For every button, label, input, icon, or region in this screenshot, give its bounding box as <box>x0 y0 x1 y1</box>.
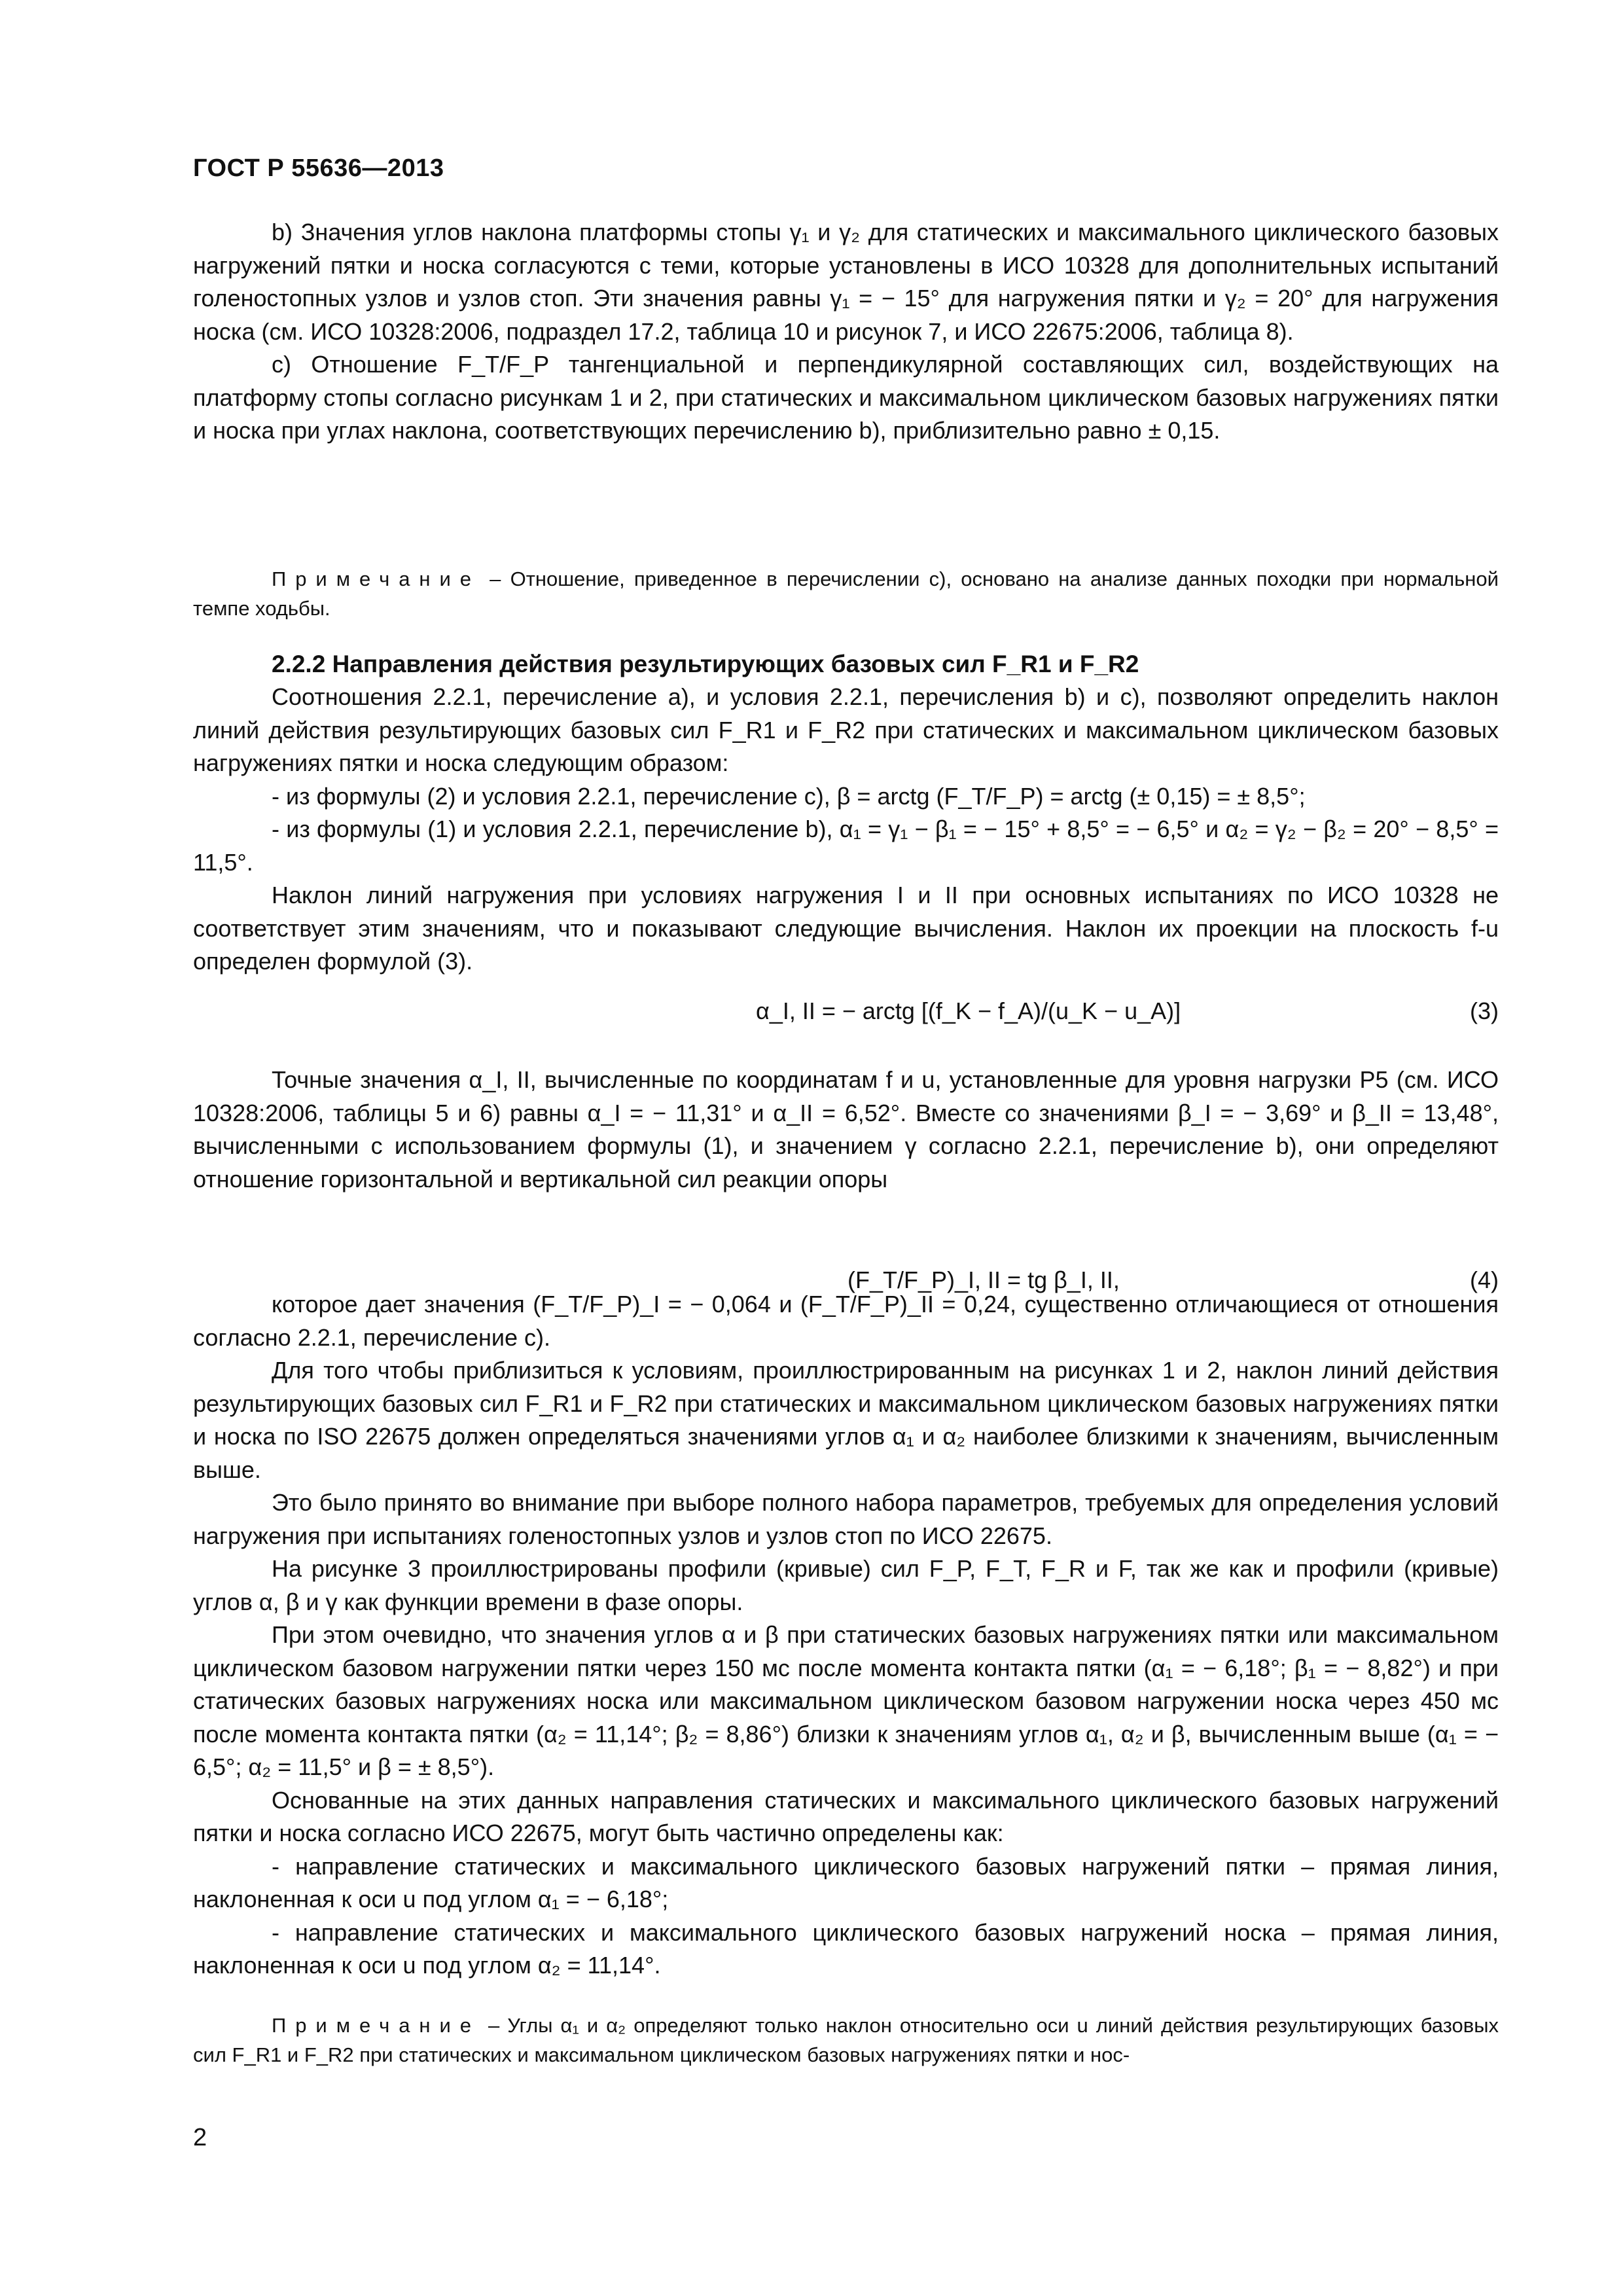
document-code-header: ГОСТ Р 55636—2013 <box>193 154 444 182</box>
paragraph-exact-values <box>193 1064 1499 1196</box>
note-text: – Отношение, приведенное в перечислении с), основано на анализе данных походки при нормальной темпе ходьбы. <box>193 567 1499 620</box>
note-label: Примечание <box>272 2014 480 2037</box>
formula-expression: (F_T/F_P)_I, II = tg β_I, II, <box>847 1266 1120 1293</box>
list-item: - направление статических и максимального циклического базовых нагружений пятки – прямая линия, наклоненная к оси u под углом α₁ = − 6,18°; <box>193 1852 1499 1912</box>
section-paragraph: Основанные на этих данных направления статических и максимального циклического базовых нагружений пятки и носка согласно ИСО 22675, могут быть частично определены как: <box>193 1786 1499 1846</box>
paragraph-b: b) Значения углов наклона платформы стопы γ₁ и γ₂ для статических и максимального циклического базовых нагружений пятки и носка согласуются с теми, которые установлены в ИСО 10328 для дополнительных испытаний голеностопных узлов и узлов стоп. Эти значения равны γ₁ = − 15° для нагружения пятки и γ₂ = 20° для нагружения носка (см. ИСО 10328:2006, подраздел 17.2, таблица 10 и рисунок 7, и ИСО 22675:2006, таблица 8). <box>193 219 1499 345</box>
formula-number: (3) <box>1470 997 1499 1024</box>
formula-3 <box>193 992 1499 1031</box>
note-2 <box>193 2011 1499 2070</box>
section-heading: 2.2.2 Направления действия результирующих базовых сил F_R1 и F_R2 <box>272 651 1139 677</box>
section-paragraph: При этом очевидно, что значения углов α и β при статических базовых нагружениях пятки или максимальном циклическом базовом нагружении пятки через 150 мс после момента контакта пятки (α₁ = − 6,18°; β₁ = − 8,82°) и при статических базовых нагружениях носка или максимальном циклическом базовом нагружении носка через 450 мс после момента контакта пятки (α₂ = 11,14°; β₂ = 8,86°) близки к значениям углов α₁, α₂ и β, вычисленным выше (α₁ = − 6,5°; α₂ = 11,5° и β = ± 8,5°). <box>193 1621 1499 1780</box>
section-paragraph: Для того чтобы приблизиться к условиям, проиллюстрированным на рисунках 1 и 2, наклон линий действия результирующих базовых сил F_R1 и F_R2 при статических и максимальном циклическом базовых нагружениях пятки и носка по ISO 22675 должен определяться значениями углов α₁ и α₂ наиболее близкими к значениям, вычисленным выше. <box>193 1357 1499 1483</box>
note-label: Примечание <box>272 567 480 590</box>
note-1 <box>193 564 1499 623</box>
paragraph-c: c) Отношение F_T/F_P тангенциальной и перпендикулярной составляющих сил, воздействующих на платформу стопы согласно рисункам 1 и 2, при статических и максимальном циклическом базовых нагружениях пятки и носка при углах наклона, соответствующих перечислению b), приблизительно равно ± 0,15. <box>193 351 1499 444</box>
page-number: 2 <box>193 2124 207 2151</box>
section-continued <box>193 1288 1499 1982</box>
section-paragraph: Соотношения 2.2.1, перечисление a), и условия 2.2.1, перечисления b) и c), позволяют определить наклон линий действия результирующих базовых сил F_R1 и F_R2 при статических и максимальном циклическом базовых нагружениях пятки и носка следующим образом: <box>193 683 1499 776</box>
top-paragraphs <box>193 216 1499 448</box>
section-paragraph: Это было принято во внимание при выборе полного набора параметров, требуемых для определения условий нагружения при испытаниях голеностопных узлов и узлов стоп по ИСО 22675. <box>193 1489 1499 1549</box>
formula-number: (4) <box>1470 1266 1499 1293</box>
section-paragraph: На рисунке 3 проиллюстрированы профили (кривые) сил F_P, F_T, F_R и F, так же как и профили (кривые) углов α, β и γ как функции времени в фазе опоры. <box>193 1555 1499 1615</box>
formula-expression: α_I, II = − arctg [(f_K − f_A)/(u_K − u_A)] <box>756 997 1181 1024</box>
section-2-2-2 <box>193 648 1499 978</box>
section-paragraph: которое дает значения (F_T/F_P)_I = − 0,064 и (F_T/F_P)_II = 0,24, существенно отличающиеся от отношения согласно 2.2.1, перечисление с). <box>193 1291 1499 1351</box>
section-paragraph: Наклон линий нагружения при условиях нагружения I и II при основных испытаниях по ИСО 10328 не соответствует этим значениям, что и показывают следующие вычисления. Наклон их проекции на плоскость f-u определен формулой (3). <box>193 882 1499 975</box>
list-item: - направление статических и максимального циклического базовых нагружений носка – прямая линия, наклоненная к оси u под углом α₂ = 11,14°. <box>193 1918 1499 1979</box>
section-paragraph: Точные значения α_I, II, вычисленные по координатам f и u, установленные для уровня нагрузки P5 (см. ИСО 10328:2006, таблицы 5 и 6) равны α_I = − 11,31° и α_II = 6,52°. Вместе со значениями β_I = − 3,69° и β_II = 13,48°, вычисленными с использованием формулы (1), и значением γ согласно 2.2.1, перечисление b), они определяют отношение горизонтальной и вертикальной сил реакции опоры <box>193 1066 1499 1193</box>
list-item: - из формулы (2) и условия 2.2.1, перечисление c), β = arctg (F_T/F_P) = arctg (± 0,15) = ± 8,5°; <box>272 782 1306 810</box>
list-item: - из формулы (1) и условия 2.2.1, перечисление b), α₁ = γ₁ − β₁ = − 15° + 8,5° = − 6,5° и α₂ = γ₂ − β₂ = 20° − 8,5° = 11,5°. <box>193 816 1499 876</box>
note-text: – Углы α₁ и α₂ определяют только наклон относительно оси u линий действия результирующих базовых сил F_R1 и F_R2 при статических и максимальном циклическом базовых нагружениях пятки и нос- <box>193 2014 1499 2066</box>
